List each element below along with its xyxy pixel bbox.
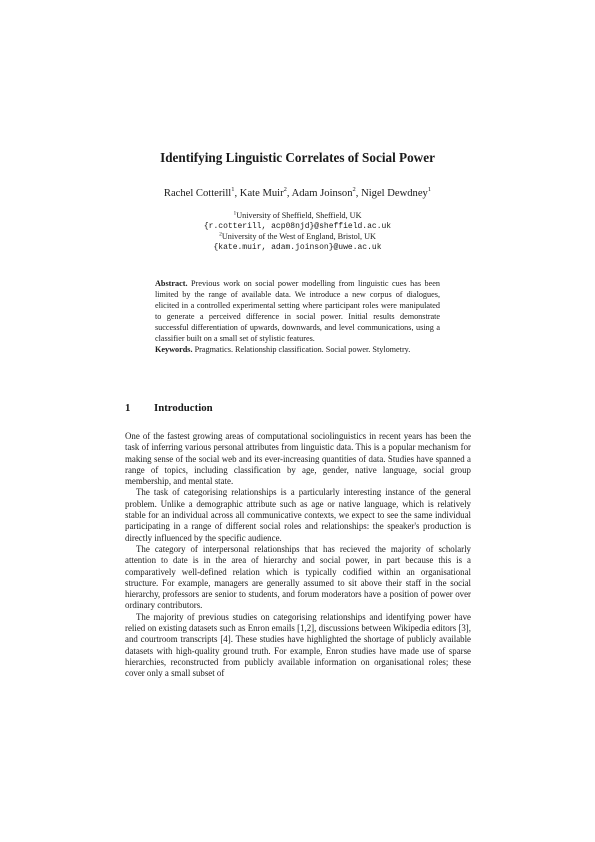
body-paragraph: The task of categorising relationships is a particularly interesting instance of the general problem. Unlike a demographic attribute such as age or native language, which is relatively stable for an individual across all communicative contexts, we expect to see the same individual participating in a range of different social roles and relationships: the speaker's production is directly influenced by the specific audience. [125,487,471,543]
affiliation-number: 1 [233,210,237,217]
keywords [155,344,440,355]
affiliation-email: {r.cotterill, acp08njd}@sheffield.ac.uk [203,221,392,231]
section-body [125,431,471,680]
section-heading [125,402,213,414]
section-number: 1 [125,402,131,414]
section-title: Introduction [154,402,213,414]
body-paragraph: The majority of previous studies on categorising relationships and identifying power have relied on existing datasets such as Enron emails [1,2], discussions between Wikipedia editors [3], and courtroom transcripts [4]. These studies have highlighted the shortage of publicly available datasets with high-quality ground truth. For example, Enron studies have made use of sparse hierarchies, reconstructed from publicly available information on organisational roles; these cover only a small subset of [125,611,471,679]
affiliations [0,211,595,253]
paper-title: Identifying Linguistic Correlates of Social Power [160,150,435,165]
affiliation-name: University of the West of England, Bristol, UK [221,232,376,242]
author-name: Kate Muir [239,188,284,199]
author-affiliation-mark: 1 [427,186,432,193]
author-name: Rachel Cotterill [163,188,232,199]
author-name: Nigel Dewdney [361,188,428,199]
affiliation-number: 2 [219,231,222,238]
keywords-label: Keywords. [155,345,193,354]
body-paragraph: One of the fastest growing areas of computational sociolinguistics in recent years has been the task of inferring various personal attributes from linguistic data. This is a popular mechanism for making sense of the social web and its ever-increasing quantities of data. Studies have spanned a range of topics, including classification by age, gender, native language, social group membership, and mental state. [125,431,471,487]
affiliation-line [0,211,595,222]
author-list: Rachel Cotterill$^1$, Kate Muir$^2$, Adam Joinson$^2$, Nigel Dewdney$^1$ [163,186,432,199]
affiliation-name: University of Sheffield, Sheffield, UK [236,211,362,220]
author-affiliation-mark: 1 [231,186,235,193]
author-name: Adam Joinson [291,188,353,199]
affiliation-line [0,232,595,243]
author-affiliation-mark: 2 [283,186,287,193]
author-affiliation-mark: 2 [352,186,356,193]
affiliation-email: {kate.muir, adam.joinson}@uwe.ac.uk [213,242,382,252]
abstract-text: Previous work on social power modelling from linguistic cues has been limited by the range of available data. We introduce a new corpus of dialogues, elicited in a controlled experimental setting where participant roles were manipulated to generate a perceived difference in social power. Initial results demonstrate successful differentiation of upwards, downwards, and level communications, using a classifier built on a small set of stylistic features. [155,279,440,343]
body-paragraph: The category of interpersonal relationships that has recieved the majority of scholarly attention to date is in the area of hierarchy and social power, in part because this is a comparatively well-defined relation which is typically codified within an organisational structure. For example, managers are generally assumed to sit above their staff in the social hierarchy, professors are senior to students, and forum moderators have a position of power over ordinary contributors. [125,543,471,611]
abstract-label: Abstract. [155,279,188,288]
keywords-text: Pragmatics. Relationship classification. Social power. Stylometry. [194,345,411,354]
abstract [155,278,440,344]
